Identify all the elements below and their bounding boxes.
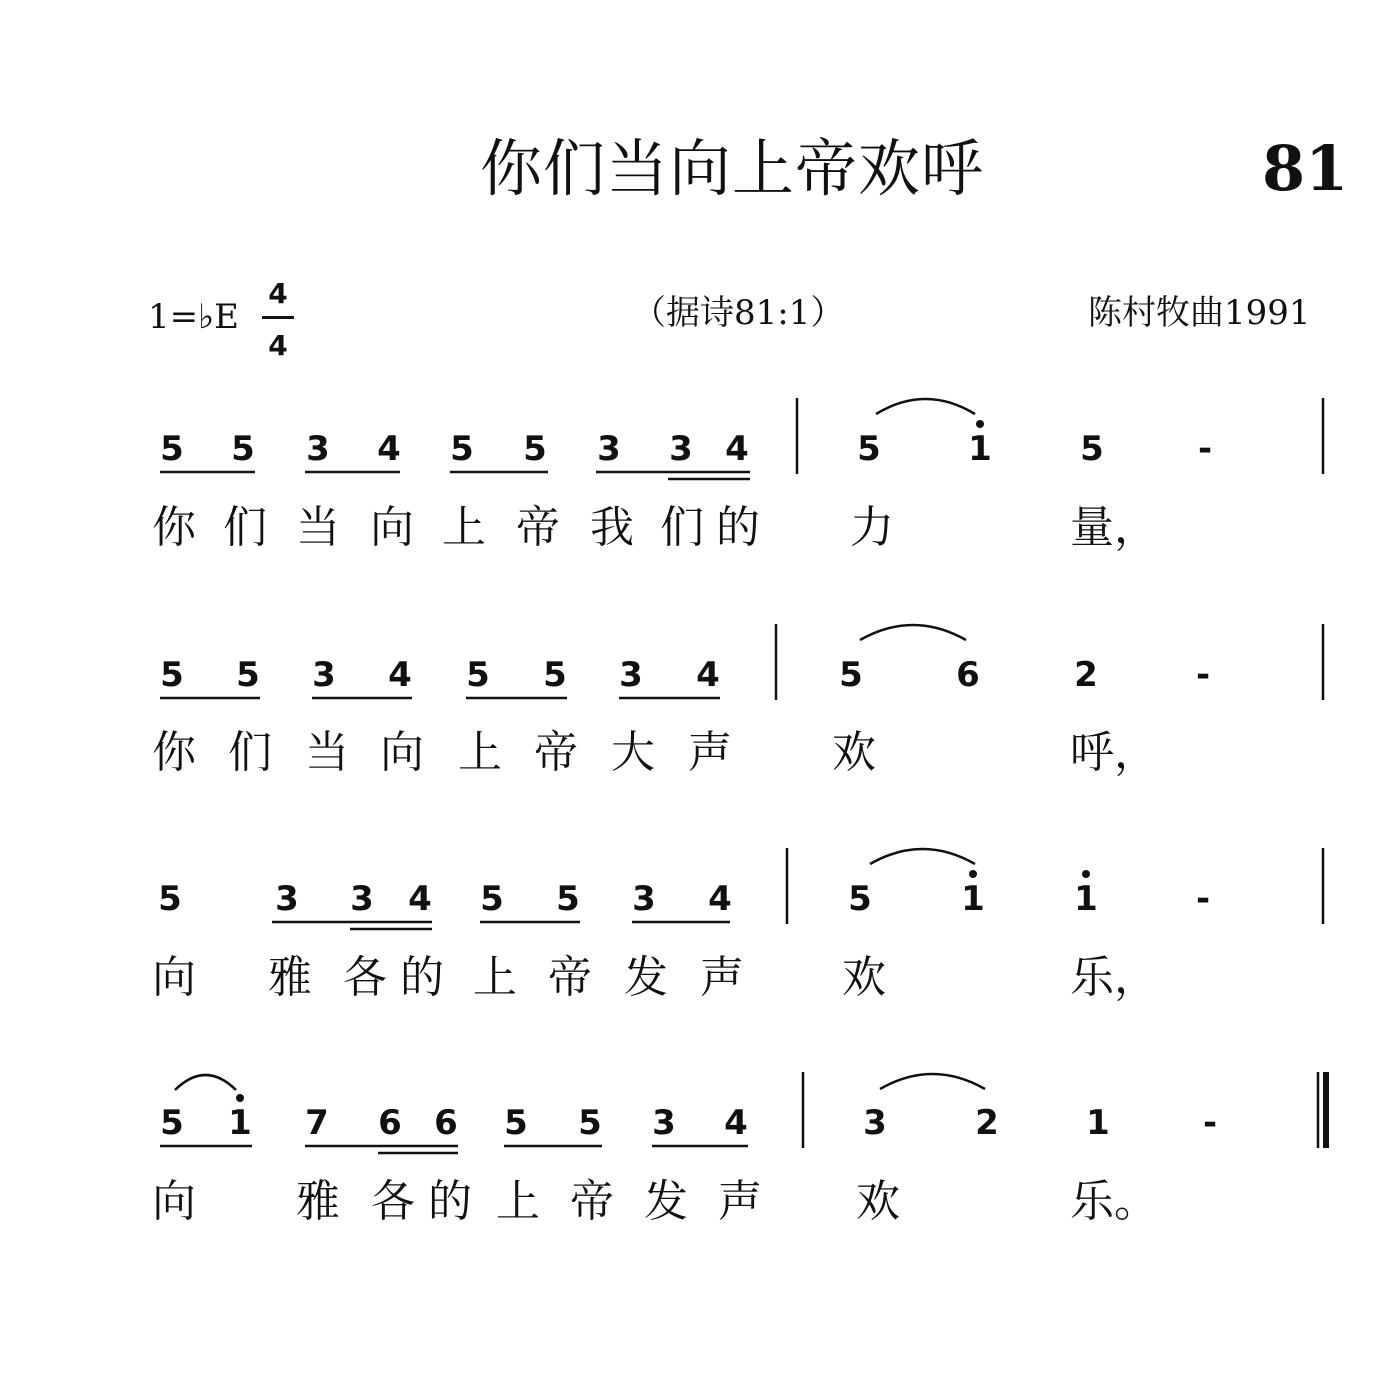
slur: [175, 1075, 236, 1090]
note: 5: [450, 429, 474, 469]
note-dash: -: [1195, 879, 1211, 919]
lyric-syllable: 帝: [570, 1176, 614, 1227]
lyric-syllable: 上: [442, 502, 486, 553]
note: 1: [228, 1103, 252, 1143]
lyric-syllable: 的: [400, 952, 444, 1003]
composer-credit: 陈村牧曲1991: [1088, 293, 1311, 333]
note: 4: [724, 1103, 748, 1143]
lyric-syllable: 呼，: [1070, 727, 1158, 778]
lyric-syllable: 们: [223, 502, 267, 553]
lyric-syllable: 的: [428, 1176, 472, 1227]
lyric-syllable: 上: [473, 952, 517, 1003]
note: 6: [378, 1103, 402, 1143]
lyric-syllable: 各: [371, 1176, 415, 1227]
note: 3: [632, 879, 656, 919]
octave-dot: [976, 420, 984, 428]
note: 5: [578, 1103, 602, 1143]
lyric-syllable: 我: [590, 502, 634, 553]
octave-dot: [969, 870, 977, 878]
note: 5: [158, 879, 182, 919]
lyric-syllable: 欢: [856, 1176, 900, 1227]
note: 5: [543, 655, 567, 695]
lyric-syllable: 声: [718, 1176, 762, 1227]
lyric-syllable: 向: [152, 952, 196, 1003]
lyric-syllable: 雅: [268, 952, 312, 1003]
note: 3: [275, 879, 299, 919]
note: 4: [377, 429, 401, 469]
lyric-syllable: 上: [496, 1176, 540, 1227]
lyric-syllable: 发: [624, 952, 668, 1003]
lyric-syllable: 量，: [1070, 502, 1158, 553]
note: 5: [160, 655, 184, 695]
lyric-syllable: 们: [660, 502, 704, 553]
note: 5: [848, 879, 872, 919]
note: 6: [956, 655, 980, 695]
note: 1: [968, 429, 992, 469]
lyric-syllable: 欢: [842, 952, 886, 1003]
octave-dot: [236, 1094, 244, 1102]
note: 5: [466, 655, 490, 695]
note: 6: [434, 1103, 458, 1143]
lyric-syllable: 大: [611, 727, 655, 778]
lyric-syllable: 向: [152, 1176, 196, 1227]
note: 5: [236, 655, 260, 695]
note: 2: [975, 1103, 999, 1143]
note: 3: [863, 1103, 887, 1143]
lyric-syllable: 当: [305, 727, 349, 778]
lyric-syllable: 上: [458, 727, 502, 778]
note: 3: [312, 655, 336, 695]
note: 5: [556, 879, 580, 919]
slur: [876, 399, 975, 414]
slur: [880, 1074, 985, 1089]
lyric-syllable: 欢: [832, 727, 876, 778]
note: 5: [160, 429, 184, 469]
note: 5: [1080, 429, 1104, 469]
lyric-syllable: 乐。: [1070, 1176, 1158, 1227]
note-dash: -: [1197, 429, 1213, 469]
note: 3: [652, 1103, 676, 1143]
note: 5: [480, 879, 504, 919]
note: 5: [504, 1103, 528, 1143]
scripture-source: （据诗81:1）: [632, 293, 845, 333]
lyric-syllable: 声: [688, 727, 732, 778]
lyric-syllable: 发: [644, 1176, 688, 1227]
lyric-syllable: 的: [716, 502, 760, 553]
note: 3: [597, 429, 621, 469]
time-signature-lower: 4: [268, 329, 288, 362]
slur: [870, 849, 975, 864]
lyric-syllable: 声: [700, 952, 744, 1003]
lyric-syllable: 你: [152, 502, 196, 553]
key-signature: 1=♭E: [148, 297, 239, 337]
note: 4: [408, 879, 432, 919]
lyric-syllable: 帝: [548, 952, 592, 1003]
time-signature-upper: 4: [268, 277, 288, 310]
note: 1: [1086, 1103, 1110, 1143]
note: 1: [961, 879, 985, 919]
lyric-syllable: 向: [380, 727, 424, 778]
note: 4: [725, 429, 749, 469]
slur: [860, 625, 966, 640]
hymn-number: 81: [1262, 132, 1349, 205]
lyric-syllable: 各: [343, 952, 387, 1003]
lyric-syllable: 乐，: [1070, 952, 1158, 1003]
note-dash: -: [1202, 1103, 1218, 1143]
note: 5: [160, 1103, 184, 1143]
lyric-syllable: 你: [152, 727, 196, 778]
note: 5: [231, 429, 255, 469]
note: 3: [619, 655, 643, 695]
lyric-syllable: 帝: [534, 727, 578, 778]
lyric-syllable: 帝: [516, 502, 560, 553]
note: 5: [839, 655, 863, 695]
hymn-title: 你们当向上帝欢呼: [480, 132, 985, 205]
note: 1: [1074, 879, 1098, 919]
note: 3: [669, 429, 693, 469]
note: 5: [857, 429, 881, 469]
note: 3: [350, 879, 374, 919]
octave-dot: [1082, 870, 1090, 878]
lyric-syllable: 雅: [296, 1176, 340, 1227]
lyric-syllable: 力: [850, 502, 894, 553]
note: 5: [523, 429, 547, 469]
note-dash: -: [1195, 655, 1211, 695]
note: 3: [306, 429, 330, 469]
note: 4: [708, 879, 732, 919]
lyric-syllable: 向: [370, 502, 414, 553]
note: 7: [305, 1103, 329, 1143]
note: 4: [388, 655, 412, 695]
note: 4: [696, 655, 720, 695]
lyric-syllable: 当: [296, 502, 340, 553]
lyric-syllable: 们: [228, 727, 272, 778]
note: 2: [1074, 655, 1098, 695]
